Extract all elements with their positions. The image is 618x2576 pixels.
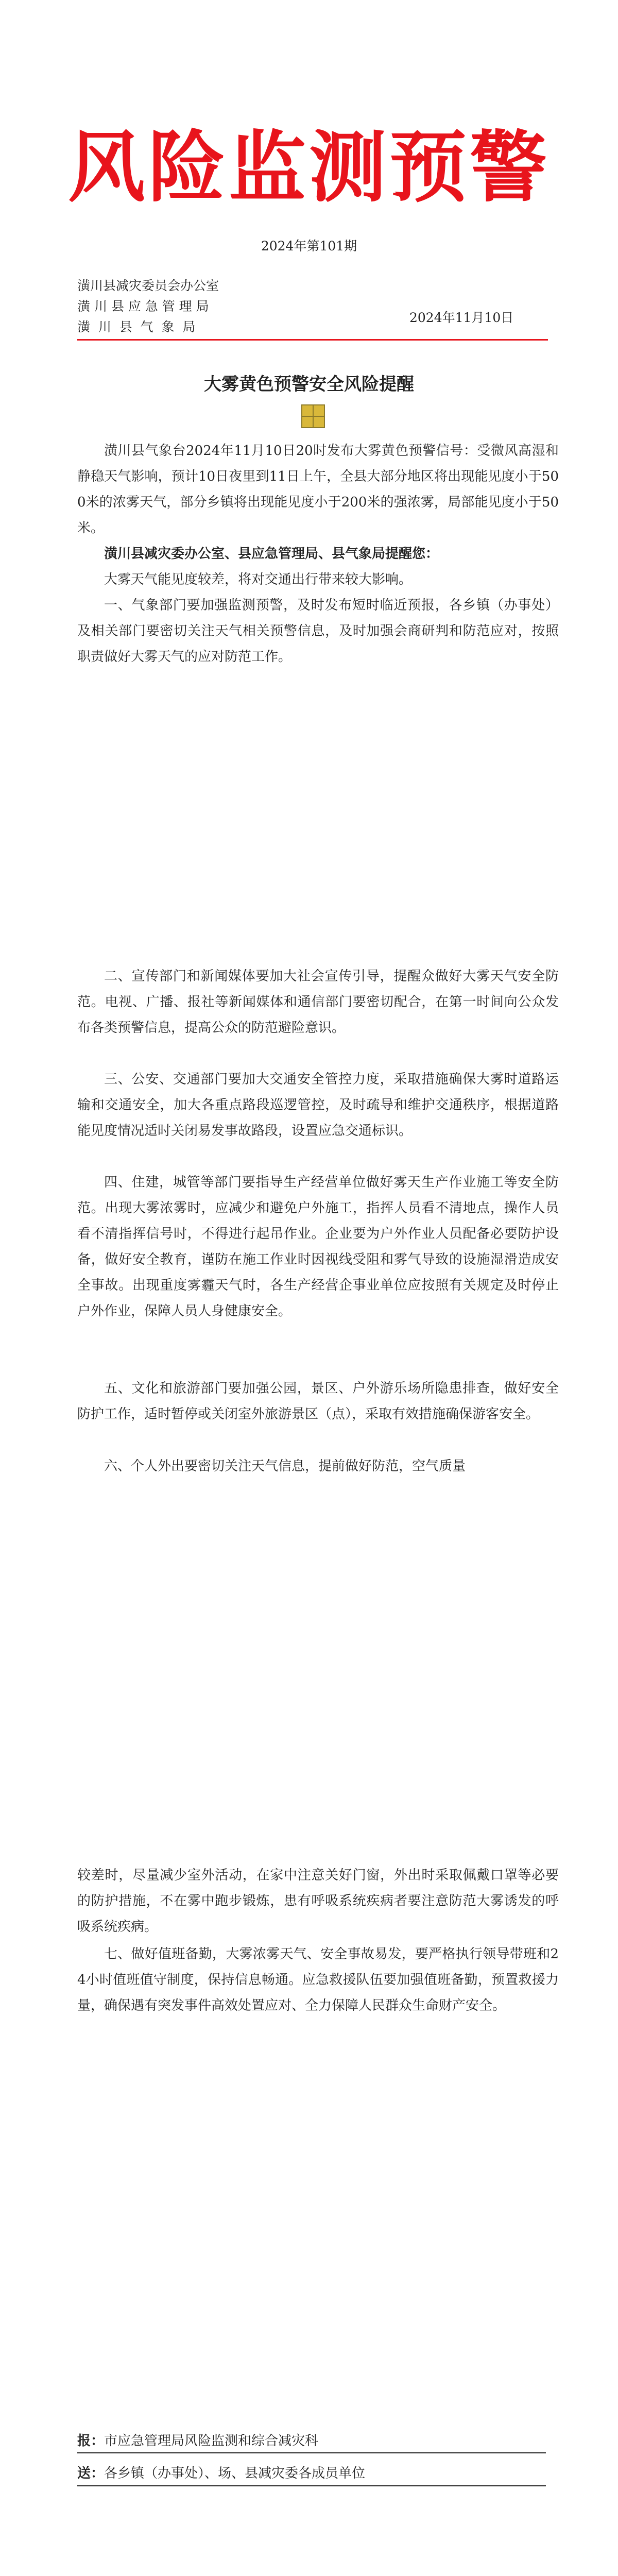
- impact-paragraph: 大雾天气能见度较差，将对交通出行带来较大影响。: [104, 572, 413, 587]
- issuer-list: [77, 276, 219, 337]
- issuer-2: 潢 川 县 应 急 管 理 局: [77, 299, 209, 314]
- paragraph-2: 二、宣传部门和新闻媒体要加大社会宣传引导，提醒众做好大雾天气安全防范。电视、广播、报社等新闻媒体和通信部门要密切配合，在第一时间向公众发布各类预警信息，提高公众的防范避险意识。: [77, 969, 559, 1036]
- issue-date: 2024年11月10日: [409, 310, 514, 325]
- paragraph-6-continued: 较差时，尽量减少室外活动，在家中注意关好门窗，外出时采取佩戴口罩等必要的防护措施，不在雾中跑步锻炼，患有呼吸系统疾病者要注意防范大雾诱发的呼吸系统疾病。: [77, 1868, 559, 1935]
- masthead-title: 风险监测预警: [67, 122, 550, 213]
- send-to-line: [77, 2463, 546, 2482]
- send-label: 送：: [77, 2466, 105, 2481]
- intro-paragraph: 潢川县气象台2024年11月10日20时发布大雾黄色预警信号：受微风高湿和静稳天气影响，预计10日夜里到11日上午，全县大部分地区将出现能见度小于500米的浓雾天气，部分乡镇将出现能见度小于200米的强浓雾，局部能见度小于50米。: [77, 443, 559, 536]
- paragraph-4: 四、住建，城管等部门要指导生产经营单位做好雾天生产作业施工等安全防范。出现大雾浓雾时，应减少和避免户外施工，指挥人员看不清地点，操作人员看不清指挥信号时，不得进行起吊作业。企业要为户外作业人员配备必要防护设备，做好安全教育，谨防在施工作业时因视线受阻和雾气导致的设施湿滑造成安全事故。出现重度雾霾天气时，各生产经营企事业单位应按照有关规定及时停止户外作业，保障人员人身健康安全。: [77, 1175, 559, 1319]
- paragraph-1: 一、气象部门要加强监测预警，及时发布短时临近预报，各乡镇（办事处）及相关部门要密切关注天气相关预警信息，及时加强会商研判和防范应对，按照职责做好大雾天气的应对防范工作。: [77, 598, 559, 665]
- issuer-3: 潢 川 县 气 象 局: [77, 319, 196, 334]
- red-divider: [77, 339, 548, 341]
- report-rule: [77, 2452, 546, 2453]
- send-rule: [77, 2485, 546, 2486]
- document-title: 大雾黄色预警安全风险提醒: [204, 374, 414, 395]
- send-recipient: 各乡镇（办事处）、场、县减灾委各成员单位: [104, 2466, 366, 2481]
- seal-icon: [301, 404, 325, 428]
- paragraph-7: 七、做好值班备勤，大雾浓雾天气、安全事故易发，要严格执行领导带班和24小时值班值守制度，保持信息畅通。应急救援队伍要加强值班备勤，预置救援力量，确保遇有突发事件高效处置应对、全力保障人民群众生命财产安全。: [77, 1946, 559, 2013]
- paragraph-6-start: 六、个人外出要密切关注天气信息，提前做好防范，空气质量: [104, 1459, 466, 1474]
- reminder-heading: 潢川县减灾委办公室、县应急管理局、县气象局提醒您：: [104, 546, 439, 562]
- paragraph-3: 三、公安、交通部门要加大交通安全管控力度，采取措施确保大雾时道路运输和交通安全，加大各重点路段巡逻管控，及时疏导和维护交通秩序，根据道路能见度情况适时关闭易发事故路段，设置应急交通标识。: [77, 1072, 559, 1139]
- paragraph-5: 五、文化和旅游部门要加强公园，景区、户外游乐场所隐患排查，做好安全防护工作，适时暂停或关闭室外旅游景区（点），采取有效措施确保游客安全。: [77, 1381, 559, 1422]
- report-recipient: 市应急管理局风险监测和综合减灾科: [104, 2433, 319, 2449]
- issue-number: 2024年第101期: [261, 239, 357, 253]
- report-label: 报：: [77, 2433, 105, 2449]
- report-to-line: [77, 2430, 546, 2449]
- issuer-1: 潢川县减灾委员会办公室: [77, 278, 219, 293]
